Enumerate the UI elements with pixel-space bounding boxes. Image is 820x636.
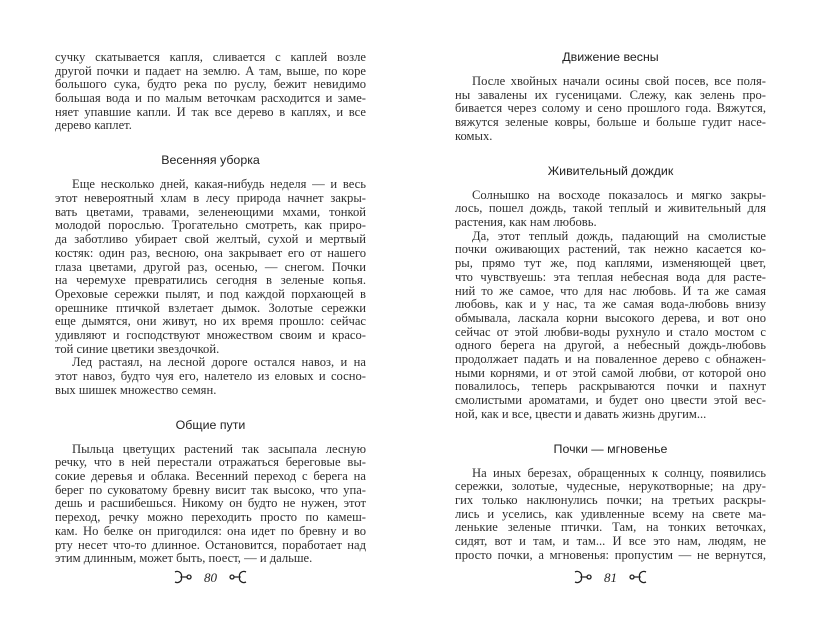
text-line: любовь, как и у нас, та же самая вода-любовь внизу (455, 297, 766, 312)
text-line: няет упавшие капли. И так все дерево в каплях, и все (55, 104, 366, 119)
text-line: Пыльца цветущих растений так засыпала лесную (72, 441, 366, 456)
ornament-right-icon (226, 570, 248, 588)
text-line: продолжает падать и на поваленное дерево с обнажен- (455, 351, 766, 366)
text-line: другой почки и падает на землю. А там, выше, по коре (55, 63, 366, 78)
text-line: большого сука, будто река по руслу, бежит невидимо (55, 77, 366, 92)
text-line: сокие деревья и облака. Весенний переход с берега на (55, 469, 366, 484)
paragraph (455, 467, 766, 563)
text-line: костяк: один раз, весною, она закрывает его от нашего (55, 245, 366, 260)
text-line: этот невероятный хлам в лесу природа начнет закры- (55, 191, 366, 206)
text-line: смолистыми ароматами, и будет оно цвести этой вес- (455, 393, 766, 408)
paragraph (55, 178, 366, 356)
page-number: 81 (604, 570, 617, 585)
section-heading: Почки — мгновенье (553, 441, 668, 456)
text-line: дерево каплет. (55, 118, 132, 133)
text-line: что чувствуешь: эта теплая небесная вода для расте- (455, 269, 766, 284)
paragraph (55, 443, 366, 566)
ornament-left-icon (173, 570, 195, 588)
text-line: После хвойных начали осины свой посев, все поля- (472, 73, 766, 88)
paragraph (455, 230, 766, 422)
text-line: вых шишек множество семян. (55, 382, 217, 397)
text-line: еще дымятся, они живут, но их время прошло: сейчас (55, 314, 366, 329)
text-line: той синие цветики звездочкой. (55, 341, 220, 356)
text-line: ленькие зеленые птички. Там, на тонких веточках, (455, 520, 766, 535)
left-page-text (55, 51, 366, 566)
text-line: берег по суковатому бревну висит так высоко, что упа- (55, 482, 366, 497)
page-number-right (455, 570, 766, 588)
text-line: почки оживающих растений, так нежно касается ко- (455, 242, 766, 257)
text-line: кам. Но белке он пригодился: она идет по бревну и во (55, 523, 366, 538)
text-line: Солнышко на восходе показалось и мягко закры- (472, 187, 766, 202)
ornament-left-icon (573, 570, 595, 588)
text-line: лись и уселись, как удивленные всему на свете ма- (455, 506, 766, 521)
text-line: дешь и расшибешься. Никому он будто не нужен, этот (55, 496, 366, 511)
text-line: вать цветами, травами, зеленеющими мхами, тонкой (55, 204, 366, 219)
text-line: большая вода и по малым веточкам расходится и заме- (55, 91, 366, 106)
section-heading: Живительный дождик (547, 163, 674, 178)
text-line: обмывала, ласкала корни высокого дерева, и вот оно (455, 310, 766, 325)
text-line: Да, этот теплый дождь, падающий на смолистые (472, 228, 766, 243)
text-line: ний то же самое, что для нас любовь. И та же самая (455, 283, 766, 298)
text-line: да заботливо убирает свой желтый, сухой и мертвый (55, 232, 366, 247)
text-line: молодой порослью. Трогательно смотреть, как приро- (55, 218, 366, 233)
paragraph (455, 189, 766, 230)
paragraph (55, 51, 366, 133)
text-line: на черемухе превратились сегодня в зеленые копья. (55, 273, 366, 288)
text-line: Лед растаял, на лесной дороге остался навоз, и на (72, 355, 366, 370)
text-line: вяжутся зеленые ковры, больше и больше гудит насе- (455, 115, 766, 130)
text-line: Еще несколько дней, какая-нибудь неделя — и весь (72, 177, 366, 192)
text-line: комых. (455, 128, 493, 143)
paragraph (55, 356, 366, 397)
text-line: удивляют и господствуют множеством своим и красо- (55, 327, 366, 342)
text-line: Ореховые сережки пылят, и под каждой порхающей в (55, 286, 366, 301)
text-line: одного берега на другой, а небесный дождь-любовь (455, 338, 766, 353)
text-line: ной, как и все, цвести и давать жизнь другим... (455, 406, 707, 421)
page-number: 80 (204, 570, 217, 585)
text-line: ны завалены их гусеницами. Слежу, как зелень про- (455, 87, 766, 102)
text-line: переход, речку можно переходить просто по камеш- (55, 510, 366, 525)
text-line: ными корнями, и от этой самой любви, от которой оно (455, 365, 766, 380)
text-line: растения, как нам любовь. (455, 215, 597, 230)
section-heading: Весенняя уборка (161, 153, 260, 168)
text-line: ры, прямо тут же, под каплями, изменяющей цвет, (455, 256, 766, 271)
page-number-left (55, 570, 366, 588)
text-line: речку, что в ней перестали отражаться береговые вы- (55, 455, 366, 470)
ornament-right-icon (626, 570, 648, 588)
text-line: рту несет что-то длинное. Остановится, поработает над (55, 537, 366, 552)
text-line: гих только наклюнулись почки; на третьих раскры- (455, 493, 766, 508)
text-line: На иных березах, обращенных к солнцу, появились (472, 465, 766, 480)
text-line: сидят, вот и там, и там... И все это нам, людям, не (455, 534, 766, 549)
text-line: бивается через солому и сено прошлого года. Вяжутся, (455, 101, 766, 116)
paragraph (455, 75, 766, 143)
text-line: орешнике птичкой взлетает дымок. Золотые сережки (55, 300, 366, 315)
text-line: сережки, золотые, чудесные, нерукотворные; на дру- (455, 479, 766, 494)
text-line: сейчас от этой любви-воды рухнуло и стало мостом с (455, 324, 766, 339)
section-heading: Движение весны (562, 50, 659, 64)
text-line: глаза цветами, другой раз, осенью, — снегом. Почки (55, 259, 366, 274)
text-line: этим длинным, может быть, поест, — и дальше. (55, 551, 313, 566)
text-line: просто почки, а мгновенья: пропустим — не вернутся, (455, 547, 766, 562)
right-page-text (455, 51, 766, 562)
text-line: повалилось, теперь раскрываются почки и пахнут (455, 379, 766, 394)
text-line: этот навоз, будто чуя его, налетело из еловых и сосно- (55, 369, 366, 384)
text-line: сучку скатывается капля, сливается с каплей возле (55, 50, 366, 64)
section-heading: Общие пути (175, 417, 246, 432)
text-line: лось, пошел дождь, такой теплый и живительный для (455, 201, 766, 216)
